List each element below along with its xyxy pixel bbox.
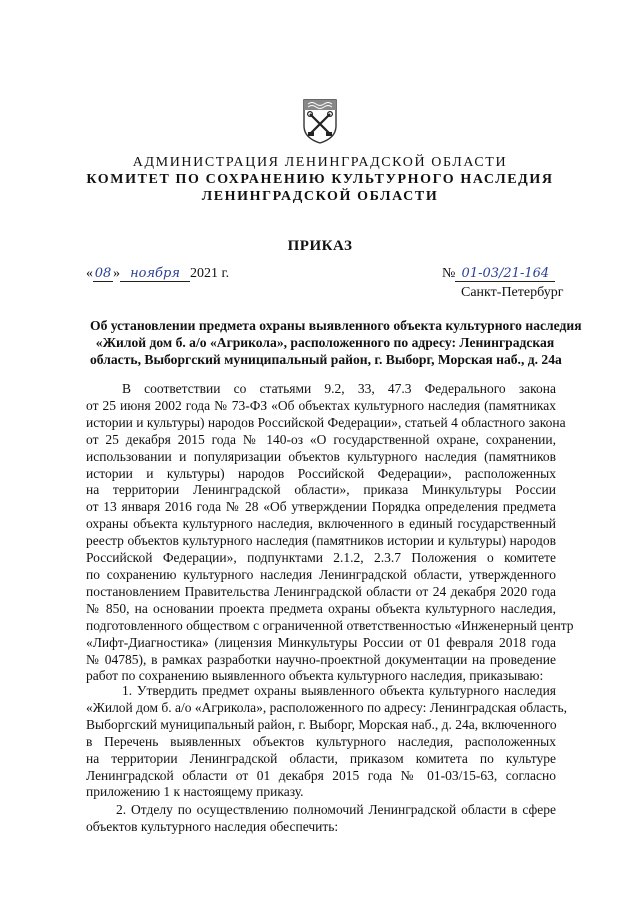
document-type: ПРИКАЗ <box>287 238 353 254</box>
text-line: «Лифт-Диагностика» (лицензия Минкультуры России от 01 февраля 2018 года <box>86 634 556 650</box>
text-line: постановлением Правительства Ленинградской области от 24 декабря 2020 года <box>86 583 556 599</box>
preamble-paragraph <box>86 381 574 685</box>
text-line: подготовленного обществом с ограниченной ответственностью «Инженерный центр <box>86 617 574 633</box>
document-number <box>442 266 555 282</box>
header-region: ЛЕНИНГРАДСКОЙ ОБЛАСТИ <box>201 189 439 204</box>
text-line: на территории Ленинградской области, приказом комитета по культуре <box>86 750 556 766</box>
text-line: по сохранению культурного наследия Ленинградской области, утвержденного <box>86 566 556 582</box>
text-line: в Перечень выявленных объектов культурного наследия, расположенных <box>86 733 556 749</box>
title-line: «Жилой дом б. а/о «Агрикола», расположенного по адресу: Ленинградская <box>95 335 555 350</box>
text-line: истории и культуры) народов Российской Федерации», статьей 4 областного закона <box>86 414 566 430</box>
text-line: от 25 июня 2002 года № 73-ФЗ «Об объектах культурного наследия (памятниках <box>86 397 556 413</box>
item-1-paragraph <box>86 683 567 801</box>
text-line: от 13 января 2016 года № 28 «Об утверждении Порядка определения предмета <box>86 499 556 515</box>
title-line: Об установлении предмета охраны выявленного объекта культурного наследия <box>90 318 582 333</box>
date-open-quote: « <box>86 266 93 281</box>
date-close-quote: » <box>113 266 120 281</box>
text-line: работ по сохранению выявленного объекта культурного наследия, приказываю: <box>86 668 544 684</box>
text-line: 2. Отделу по осуществлению полномочий Ленинградской области в сфере <box>116 802 556 817</box>
text-line: Ленинградской области от 01 декабря 2015 года № 01-03/15-63, согласно <box>86 767 556 783</box>
text-line: приложению 1 к настоящему приказу. <box>86 784 304 800</box>
title-line: область, Выборгский муниципальный район, г. Выборг, Морская наб., д. 24а <box>90 352 562 367</box>
document-date <box>86 266 229 282</box>
header-committee: КОМИТЕТ ПО СОХРАНЕНИЮ КУЛЬТУРНОГО НАСЛЕДИЯ <box>86 172 554 187</box>
date-day: 08 <box>94 266 112 281</box>
number-prefix: № <box>442 266 456 281</box>
header-administration: АДМИНИСТРАЦИЯ ЛЕНИНГРАДСКОЙ ОБЛАСТИ <box>132 155 508 170</box>
text-line: № 04785), в рамках разработки научно-проектной документации на проведение <box>86 651 556 667</box>
text-line: «Жилой дом б. а/о «Агрикола», расположенного по адресу: Ленинградская область, <box>86 699 567 715</box>
text-line: использовании и популяризации объектов культурного наследия (памятников <box>86 448 556 464</box>
text-line: на территории Ленинградской области», приказа Минкультуры России <box>86 482 556 498</box>
text-line: В соответствии со статьями 9.2, 33, 47.3 Федерального закона <box>122 381 556 396</box>
date-year: 2021 г. <box>190 266 230 281</box>
text-line: № 850, на основании проекта предмета охраны объекта культурного наследия, <box>86 600 556 616</box>
document-title <box>90 317 582 368</box>
text-line: реестр объектов культурного наследия (памятников истории и культуры) народов <box>86 533 556 549</box>
text-line: объектов культурного наследия обеспечить: <box>86 818 339 834</box>
item-2-paragraph <box>86 802 556 836</box>
text-line: от 25 декабря 2015 года № 140-оз «О государственной охране, сохранении, <box>86 431 556 447</box>
text-line: Российской Федерации», подпунктами 2.1.2, 2.3.7 Положения о комитете <box>86 550 556 566</box>
date-month: ноября <box>120 267 190 282</box>
text-line: охраны объекта культурного наследия, включенного в единый государственный <box>86 516 556 532</box>
text-line: 1. Утвердить предмет охраны выявленного объекта культурного наследия <box>122 683 556 698</box>
text-line: истории и культуры) народов Российской Федерации», расположенных <box>86 465 556 481</box>
text-line: Выборгский муниципальный район, г. Выборг, Морская наб., д. 24а, включенного <box>86 716 557 732</box>
document-city: Санкт-Петербург <box>461 285 564 300</box>
coat-of-arms-icon <box>302 96 338 144</box>
number-value: 01-03/21-164 <box>455 267 555 282</box>
